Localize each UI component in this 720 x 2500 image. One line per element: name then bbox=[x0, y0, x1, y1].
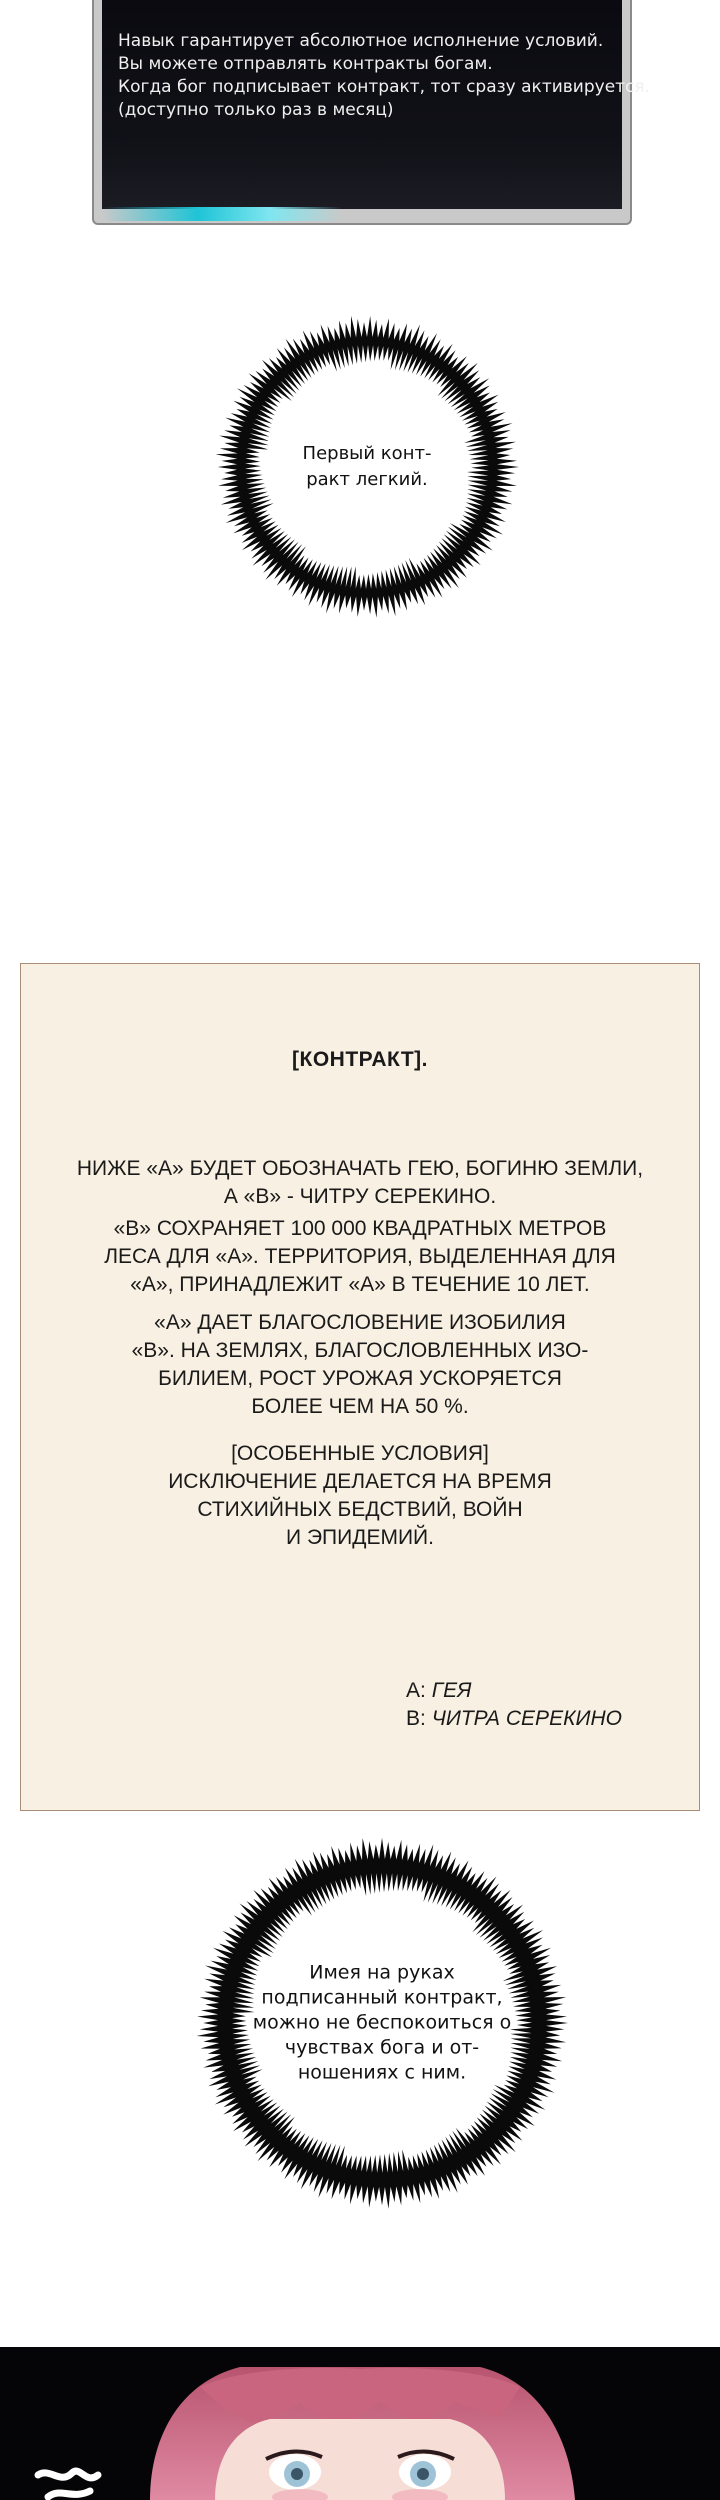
signature-a-name: ГЕЯ bbox=[431, 1679, 472, 1702]
contract-p4-line-1: [ОСОБЕННЫЕ УСЛОВИЯ] bbox=[231, 1442, 489, 1465]
contract-p3-line-4: БОЛЕЕ ЧЕМ НА 50 %. bbox=[251, 1395, 469, 1418]
contract-p4-line-3: СТИХИЙНЫХ БЕДСТВИЙ, ВОЙН bbox=[197, 1498, 523, 1521]
thought-bubble-2 bbox=[192, 1833, 572, 2213]
signature-b-label: В: bbox=[406, 1707, 426, 1730]
contract-signature-a bbox=[406, 1677, 471, 1705]
contract-p3-line-2: «В». НА ЗЕМЛЯХ, БЛАГОСЛОВЛЕННЫХ ИЗО- bbox=[131, 1339, 589, 1362]
character-art-panel bbox=[0, 2347, 720, 2500]
contract-p1-line-1: НИЖЕ «А» БУДЕТ ОБОЗНАЧАТЬ ГЕЮ, БОГИНЮ ЗЕМЛИ, bbox=[76, 1157, 644, 1180]
contract-paragraph-3 bbox=[21, 1309, 699, 1421]
contract-paragraph-2 bbox=[21, 1215, 699, 1299]
system-line-3: Когда бог подписывает контракт, тот сразу активируется. bbox=[118, 77, 651, 97]
system-window bbox=[92, 0, 651, 225]
thought-bubble-1-text bbox=[212, 441, 522, 493]
contract-paragraph-4 bbox=[21, 1440, 699, 1552]
contract-p1-line-2: А «В» - ЧИТРУ СЕРЕКИНО. bbox=[223, 1185, 497, 1208]
bubble-2-line-4: чувствах бога и от- bbox=[284, 2036, 480, 2059]
signature-a-label: А: bbox=[406, 1679, 426, 1702]
thought-bubble-1 bbox=[212, 312, 522, 622]
system-window-text bbox=[118, 30, 651, 122]
character-face-icon bbox=[0, 2347, 720, 2500]
contract-title: [КОНТРАКТ]. bbox=[292, 1048, 428, 1071]
contract-document bbox=[20, 963, 700, 1811]
bubble-2-line-5: ношениях с ним. bbox=[297, 2061, 467, 2084]
contract-p4-line-4: И ЭПИДЕМИЙ. bbox=[286, 1526, 434, 1549]
contract-p2-line-2: ЛЕСА ДЛЯ «А». ТЕРРИТОРИЯ, ВЫДЕЛЕННАЯ ДЛЯ bbox=[104, 1245, 616, 1268]
contract-p2-line-3: «А», ПРИНАДЛЕЖИТ «А» В ТЕЧЕНИЕ 10 ЛЕТ. bbox=[130, 1273, 590, 1296]
contract-p4-line-2: ИСКЛЮЧЕНИЕ ДЕЛАЕТСЯ НА ВРЕМЯ bbox=[168, 1470, 552, 1493]
bubble-2-line-3: можно не беспокоиться о bbox=[252, 2011, 512, 2034]
bubble-1-line-2: ракт легкий. bbox=[306, 469, 428, 490]
system-line-1: Навык гарантирует абсолютное исполнение условий. bbox=[118, 31, 604, 51]
contract-p3-line-3: БИЛИЕМ, РОСТ УРОЖАЯ УСКОРЯЕТСЯ bbox=[158, 1367, 562, 1390]
system-window-panel bbox=[102, 0, 651, 209]
contract-signature-b bbox=[406, 1705, 622, 1733]
bubble-1-line-1: Первый конт- bbox=[302, 443, 432, 464]
bubble-2-line-2: подписанный контракт, bbox=[261, 1986, 503, 2009]
contract-paragraph-1 bbox=[21, 1155, 699, 1211]
system-line-4: (доступно только раз в месяц) bbox=[118, 100, 394, 120]
thought-bubble-2-text bbox=[192, 1961, 572, 2086]
contract-p2-line-1: «В» СОХРАНЯЕТ 100 000 КВАДРАТНЫХ МЕТРОВ bbox=[113, 1217, 607, 1240]
system-line-2: Вы можете отправлять контракты богам. bbox=[118, 54, 493, 74]
signature-b-name: ЧИТРА СЕРЕКИНО bbox=[431, 1707, 622, 1730]
contract-p3-line-1: «А» ДАЕТ БЛАГОСЛОВЕНИЕ ИЗОБИЛИЯ bbox=[154, 1311, 566, 1334]
system-window-glow bbox=[102, 207, 342, 221]
bubble-2-line-1: Имея на руках bbox=[309, 1961, 455, 1984]
